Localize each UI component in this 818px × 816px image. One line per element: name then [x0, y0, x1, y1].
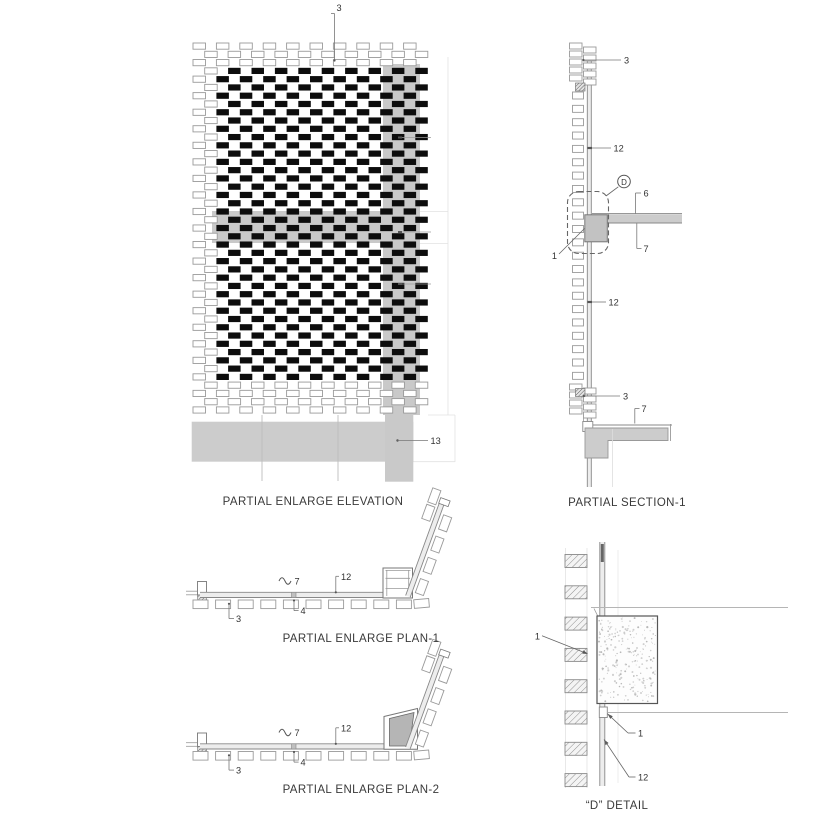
- plan-rail: [200, 744, 412, 749]
- elevation-title: PARTIAL ENLARGE ELEVATION: [222, 496, 404, 508]
- anchor-stack-bottom: [570, 384, 597, 418]
- label-text: 6: [643, 188, 649, 199]
- label-text: 4: [300, 757, 306, 768]
- column-band-lower: [385, 415, 413, 482]
- slab-bottom: [583, 418, 672, 487]
- label-text: 1: [638, 728, 644, 739]
- label-text: 3: [624, 55, 630, 66]
- label-text: 4: [300, 606, 306, 616]
- label-text: 1: [551, 251, 557, 261]
- elevation-panel: [192, 3, 455, 482]
- break-wave-symbol: [279, 578, 291, 585]
- label-text: D: [621, 177, 627, 187]
- label-text: 3: [236, 614, 242, 624]
- detail-d-panel: [535, 542, 788, 788]
- label-text: 1: [534, 631, 540, 642]
- label-text: 3: [623, 391, 629, 402]
- hatched-bricks: [565, 555, 587, 787]
- anchor-stack-top: [570, 43, 597, 91]
- section1-title: PARTIAL SECTION-1: [568, 497, 686, 509]
- break-wave-symbol: [279, 729, 291, 736]
- label-text: 12: [341, 571, 352, 582]
- plan2-panel: [186, 639, 459, 775]
- label-text: 3: [336, 3, 342, 13]
- label-text: 12: [341, 723, 352, 734]
- label-text: 7: [641, 404, 647, 414]
- label-text: 7: [643, 244, 649, 254]
- brick-grid: [193, 43, 428, 413]
- label-text: 7: [294, 728, 300, 738]
- concrete-block: [597, 616, 658, 704]
- plan2-title: PARTIAL ENLARGE PLAN-2: [282, 784, 440, 796]
- label-text: 3: [236, 765, 242, 776]
- bracket-block: [585, 215, 608, 242]
- label-text: 7: [294, 576, 300, 587]
- detail-d-title: “D” DETAIL: [585, 800, 649, 812]
- plan1-title: PARTIAL ENLARGE PLAN-1: [282, 633, 440, 645]
- section1-panel: [552, 43, 682, 487]
- label-text: 13: [430, 436, 441, 446]
- label-text: 12: [638, 772, 649, 783]
- slab-band: [192, 422, 414, 462]
- label-text: 12: [613, 143, 624, 154]
- plan-rail: [200, 592, 412, 597]
- plan1-panel: [186, 488, 459, 624]
- brick-column: [573, 92, 584, 379]
- label-text: 12: [608, 297, 619, 308]
- slab-L-profile: [585, 428, 668, 458]
